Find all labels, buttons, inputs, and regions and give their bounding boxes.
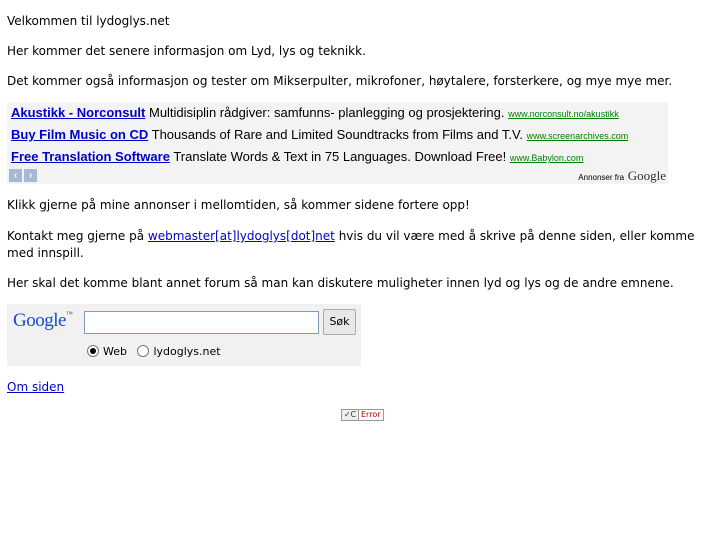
info-text: Her kommer det senere informasjon om Lyd, lys og teknikk. [7, 44, 366, 58]
ad-url-link[interactable]: www.norconsult.no/akustikk [508, 109, 619, 119]
ad-url-link[interactable]: www.screenarchives.com [526, 131, 629, 141]
ads-by-label: Annonser fra [578, 173, 625, 182]
ad-title-link[interactable]: Buy Film Music on CD [11, 127, 149, 142]
contact-text [7, 228, 697, 262]
trademark-mark: ™ [65, 310, 73, 318]
ad-item [11, 127, 628, 142]
google-brand-text: Google [627, 168, 666, 183]
search-input[interactable] [84, 311, 319, 334]
radio-site[interactable] [137, 345, 149, 357]
chevron-left-icon[interactable]: ‹ [9, 169, 22, 182]
radio-web[interactable] [87, 345, 99, 357]
ad-url-link[interactable]: www.Babylon.com [509, 153, 584, 163]
ad-title-link[interactable]: Akustikk - Norconsult [11, 105, 146, 120]
click-text: Klikk gjerne på mine annonser i mellomtiden, så kommer sidene fortere opp! [7, 198, 470, 212]
ad-text: Multidisiplin rådgiver: samfunns- planlegging og prosjektering. [148, 105, 505, 120]
ad-text: Translate Words & Text in 75 Languages. Download Free! [173, 149, 507, 164]
ad-text: Thousands of Rare and Limited Soundtracks from Films and T.V. [151, 127, 524, 142]
ad-item [11, 149, 583, 164]
ad-nav [9, 169, 37, 182]
radio-site-label: lydoglys.net [153, 345, 221, 358]
contact-before: Kontakt meg gjerne på [7, 229, 148, 243]
ads-by-google[interactable] [578, 168, 666, 184]
ad-block [7, 102, 668, 184]
radio-web-label: Web [103, 345, 127, 358]
email-link[interactable]: webmaster[at]lydoglys[dot]net [147, 229, 335, 243]
contact-after: hvis du vil være med å skrive på denne siden, eller komme med innspill. [7, 229, 695, 260]
validator-icon: ✓C [342, 410, 359, 420]
google-logo [13, 310, 72, 332]
validator-error-label: Error [361, 410, 381, 419]
google-logo-text: Google [13, 310, 66, 331]
about-link-wrapper [7, 379, 64, 396]
chevron-right-icon[interactable]: › [24, 169, 37, 182]
tests-text: Det kommer også informasjon og tester om Mikserpulter, mikrofoner, høytalere, forsterkere, og mye mye mer. [7, 74, 673, 88]
forum-text: Her skal det komme blant annet forum så man kan diskutere muligheter innen lyd og lys og de andre emnene. [7, 276, 674, 290]
ad-title-link[interactable]: Free Translation Software [11, 149, 170, 164]
welcome-text: Velkommen til lydoglys.net [7, 14, 170, 28]
search-button[interactable]: Søk [323, 309, 356, 335]
about-link[interactable]: Om siden [7, 380, 65, 394]
search-scope [87, 345, 221, 358]
ad-item [11, 105, 619, 120]
google-search-box [7, 304, 361, 366]
validator-badge[interactable] [341, 409, 384, 421]
